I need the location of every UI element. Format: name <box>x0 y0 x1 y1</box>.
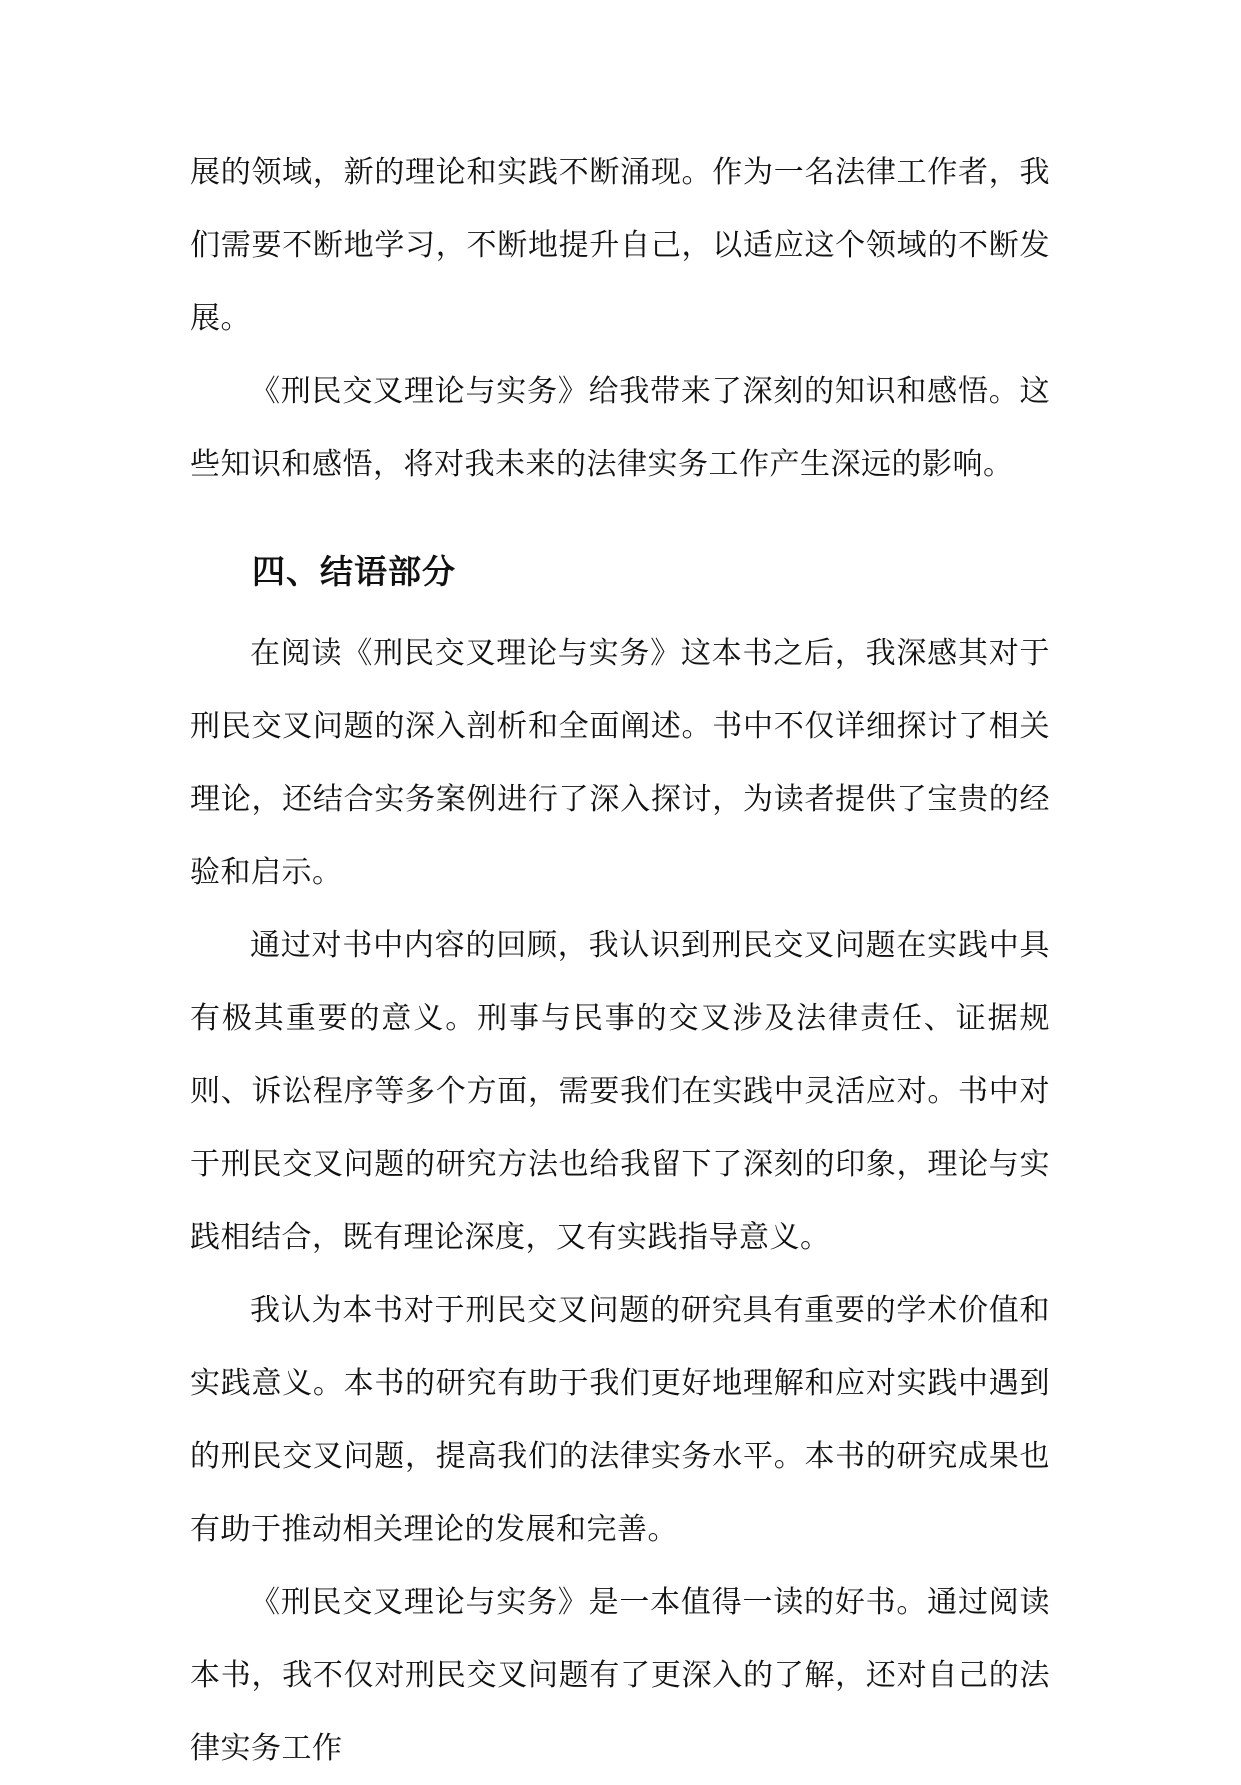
section-heading: 四、结语部分 <box>252 552 456 591</box>
paragraph: 在阅读《刑民交叉理论与实务》这本书之后，我深感其对于刑民交叉问题的深入剖析和全面阐述。书中不仅详细探讨了相关理论，还结合实务案例进行了深入探讨，为读者提供了宝贵的经验和启示。 <box>190 636 1050 890</box>
paragraph: 我认为本书对于刑民交叉问题的研究具有重要的学术价值和实践意义。本书的研究有助于我们更好地理解和应对实践中遇到的刑民交叉问题，提高我们的法律实务水平。本书的研究成果也有助于推动相关理论的发展和完善。 <box>190 1293 1050 1547</box>
document-body <box>190 136 1050 1785</box>
paragraph: 通过对书中内容的回顾，我认识到刑民交叉问题在实践中具有极其重要的意义。刑事与民事的交叉涉及法律责任、证据规则、诉讼程序等多个方面，需要我们在实践中灵活应对。书中对于刑民交叉问题的研究方法也给我留下了深刻的印象，理论与实践相结合，既有理论深度，又有实践指导意义。 <box>190 928 1050 1255</box>
paragraph: 《刑民交叉理论与实务》给我带来了深刻的知识和感悟。这些知识和感悟，将对我未来的法律实务工作产生深远的影响。 <box>190 374 1050 482</box>
paragraph: 《刑民交叉理论与实务》是一本值得一读的好书。通过阅读本书，我不仅对刑民交叉问题有了更深入的了解，还对自己的法律实务工作 <box>190 1585 1050 1766</box>
paragraph-continued: 展的领域，新的理论和实践不断涌现。作为一名法律工作者，我们需要不断地学习，不断地提升自己，以适应这个领域的不断发展。 <box>190 155 1050 336</box>
